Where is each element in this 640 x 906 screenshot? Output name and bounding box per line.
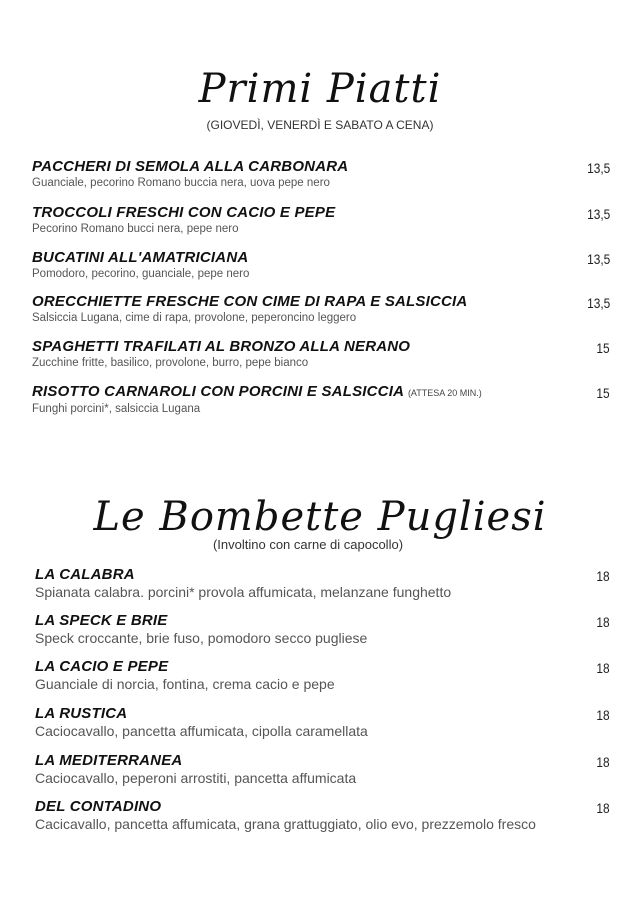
menu-item xyxy=(32,158,610,190)
menu-item xyxy=(35,798,610,832)
menu-item xyxy=(35,566,610,600)
item-description: Spianata calabra. porcini* provola affumicata, melanzane funghetto xyxy=(35,584,452,600)
item-name: BUCATINI ALL'AMATRICIANA xyxy=(32,249,249,266)
item-price: 13,5 xyxy=(586,295,610,311)
item-description: Funghi porcini*, salsiccia Lugana xyxy=(32,403,201,415)
item-note: (ATTESA 20 MIN.) xyxy=(407,388,482,398)
item-price: 15 xyxy=(596,340,610,356)
item-name: LA SPECK E BRIE xyxy=(35,612,168,629)
menu-item xyxy=(32,338,610,370)
item-description: Pecorino Romano bucci nera, pepe nero xyxy=(32,223,239,235)
item-name: RISOTTO CARNAROLI CON PORCINI E SALSICCIA xyxy=(32,383,404,400)
item-price: 15 xyxy=(596,385,610,401)
item-price: 18 xyxy=(596,707,610,723)
menu-item xyxy=(35,752,610,786)
item-name: LA RUSTICA xyxy=(35,705,128,722)
item-price: 13,5 xyxy=(586,251,610,267)
item-name: SPAGHETTI TRAFILATI AL BRONZO ALLA NERANO xyxy=(32,338,411,355)
item-name-row xyxy=(32,383,610,402)
item-price: 18 xyxy=(596,800,610,816)
item-name: DEL CONTADINO xyxy=(35,798,162,815)
menu-item xyxy=(32,293,610,325)
bombette-title: Le Bombette Pugliesi xyxy=(93,494,547,540)
item-description: Guanciale di norcia, fontina, crema cacio e pepe xyxy=(35,676,335,692)
item-name: PACCHERI DI SEMOLA ALLA CARBONARA xyxy=(32,158,349,175)
item-name: ORECCHIETTE FRESCHE CON CIME DI RAPA E SALSICCIA xyxy=(32,293,468,310)
item-description: Caciocavallo, peperoni arrostiti, pancetta affumicata xyxy=(35,770,357,786)
menu-item xyxy=(35,705,610,739)
primi-piatti-title: Primi Piatti xyxy=(198,66,442,112)
item-price: 13,5 xyxy=(586,160,610,176)
menu-item xyxy=(32,383,610,416)
item-description: Zucchine fritte, basilico, provolone, burro, pepe bianco xyxy=(32,357,309,369)
item-description: Salsiccia Lugana, cime di rapa, provolone, peperoncino leggero xyxy=(32,312,357,324)
menu-item xyxy=(35,612,610,646)
item-description: Speck croccante, brie fuso, pomodoro secco pugliese xyxy=(35,630,368,646)
item-name: LA CACIO E PEPE xyxy=(35,658,169,675)
menu-item xyxy=(32,204,610,236)
item-price: 18 xyxy=(596,614,610,630)
item-name: LA MEDITERRANEA xyxy=(35,752,183,769)
item-name: TROCCOLI FRESCHI CON CACIO E PEPE xyxy=(32,204,336,221)
menu-item xyxy=(35,658,610,692)
item-price: 18 xyxy=(596,754,610,770)
item-price: 18 xyxy=(596,660,610,676)
bombette-subtitle: (Involtino con carne di capocollo) xyxy=(212,537,404,552)
item-price: 13,5 xyxy=(586,206,610,222)
item-price: 18 xyxy=(596,568,610,584)
item-name: LA CALABRA xyxy=(35,566,135,583)
item-description: Cacicavallo, pancetta affumicata, grana grattuggiato, olio evo, prezzemolo fresco xyxy=(35,816,536,832)
item-description: Guanciale, pecorino Romano buccia nera, uova pepe nero xyxy=(32,177,330,189)
menu-item xyxy=(32,249,610,281)
item-description: Pomodoro, pecorino, guanciale, pepe nero xyxy=(32,268,250,280)
item-description: Caciocavallo, pancetta affumicata, cipolla caramellata xyxy=(35,723,368,739)
primi-piatti-subtitle: (GIOVEDÌ, VENERDÌ E SABATO A CENA) xyxy=(206,118,434,132)
